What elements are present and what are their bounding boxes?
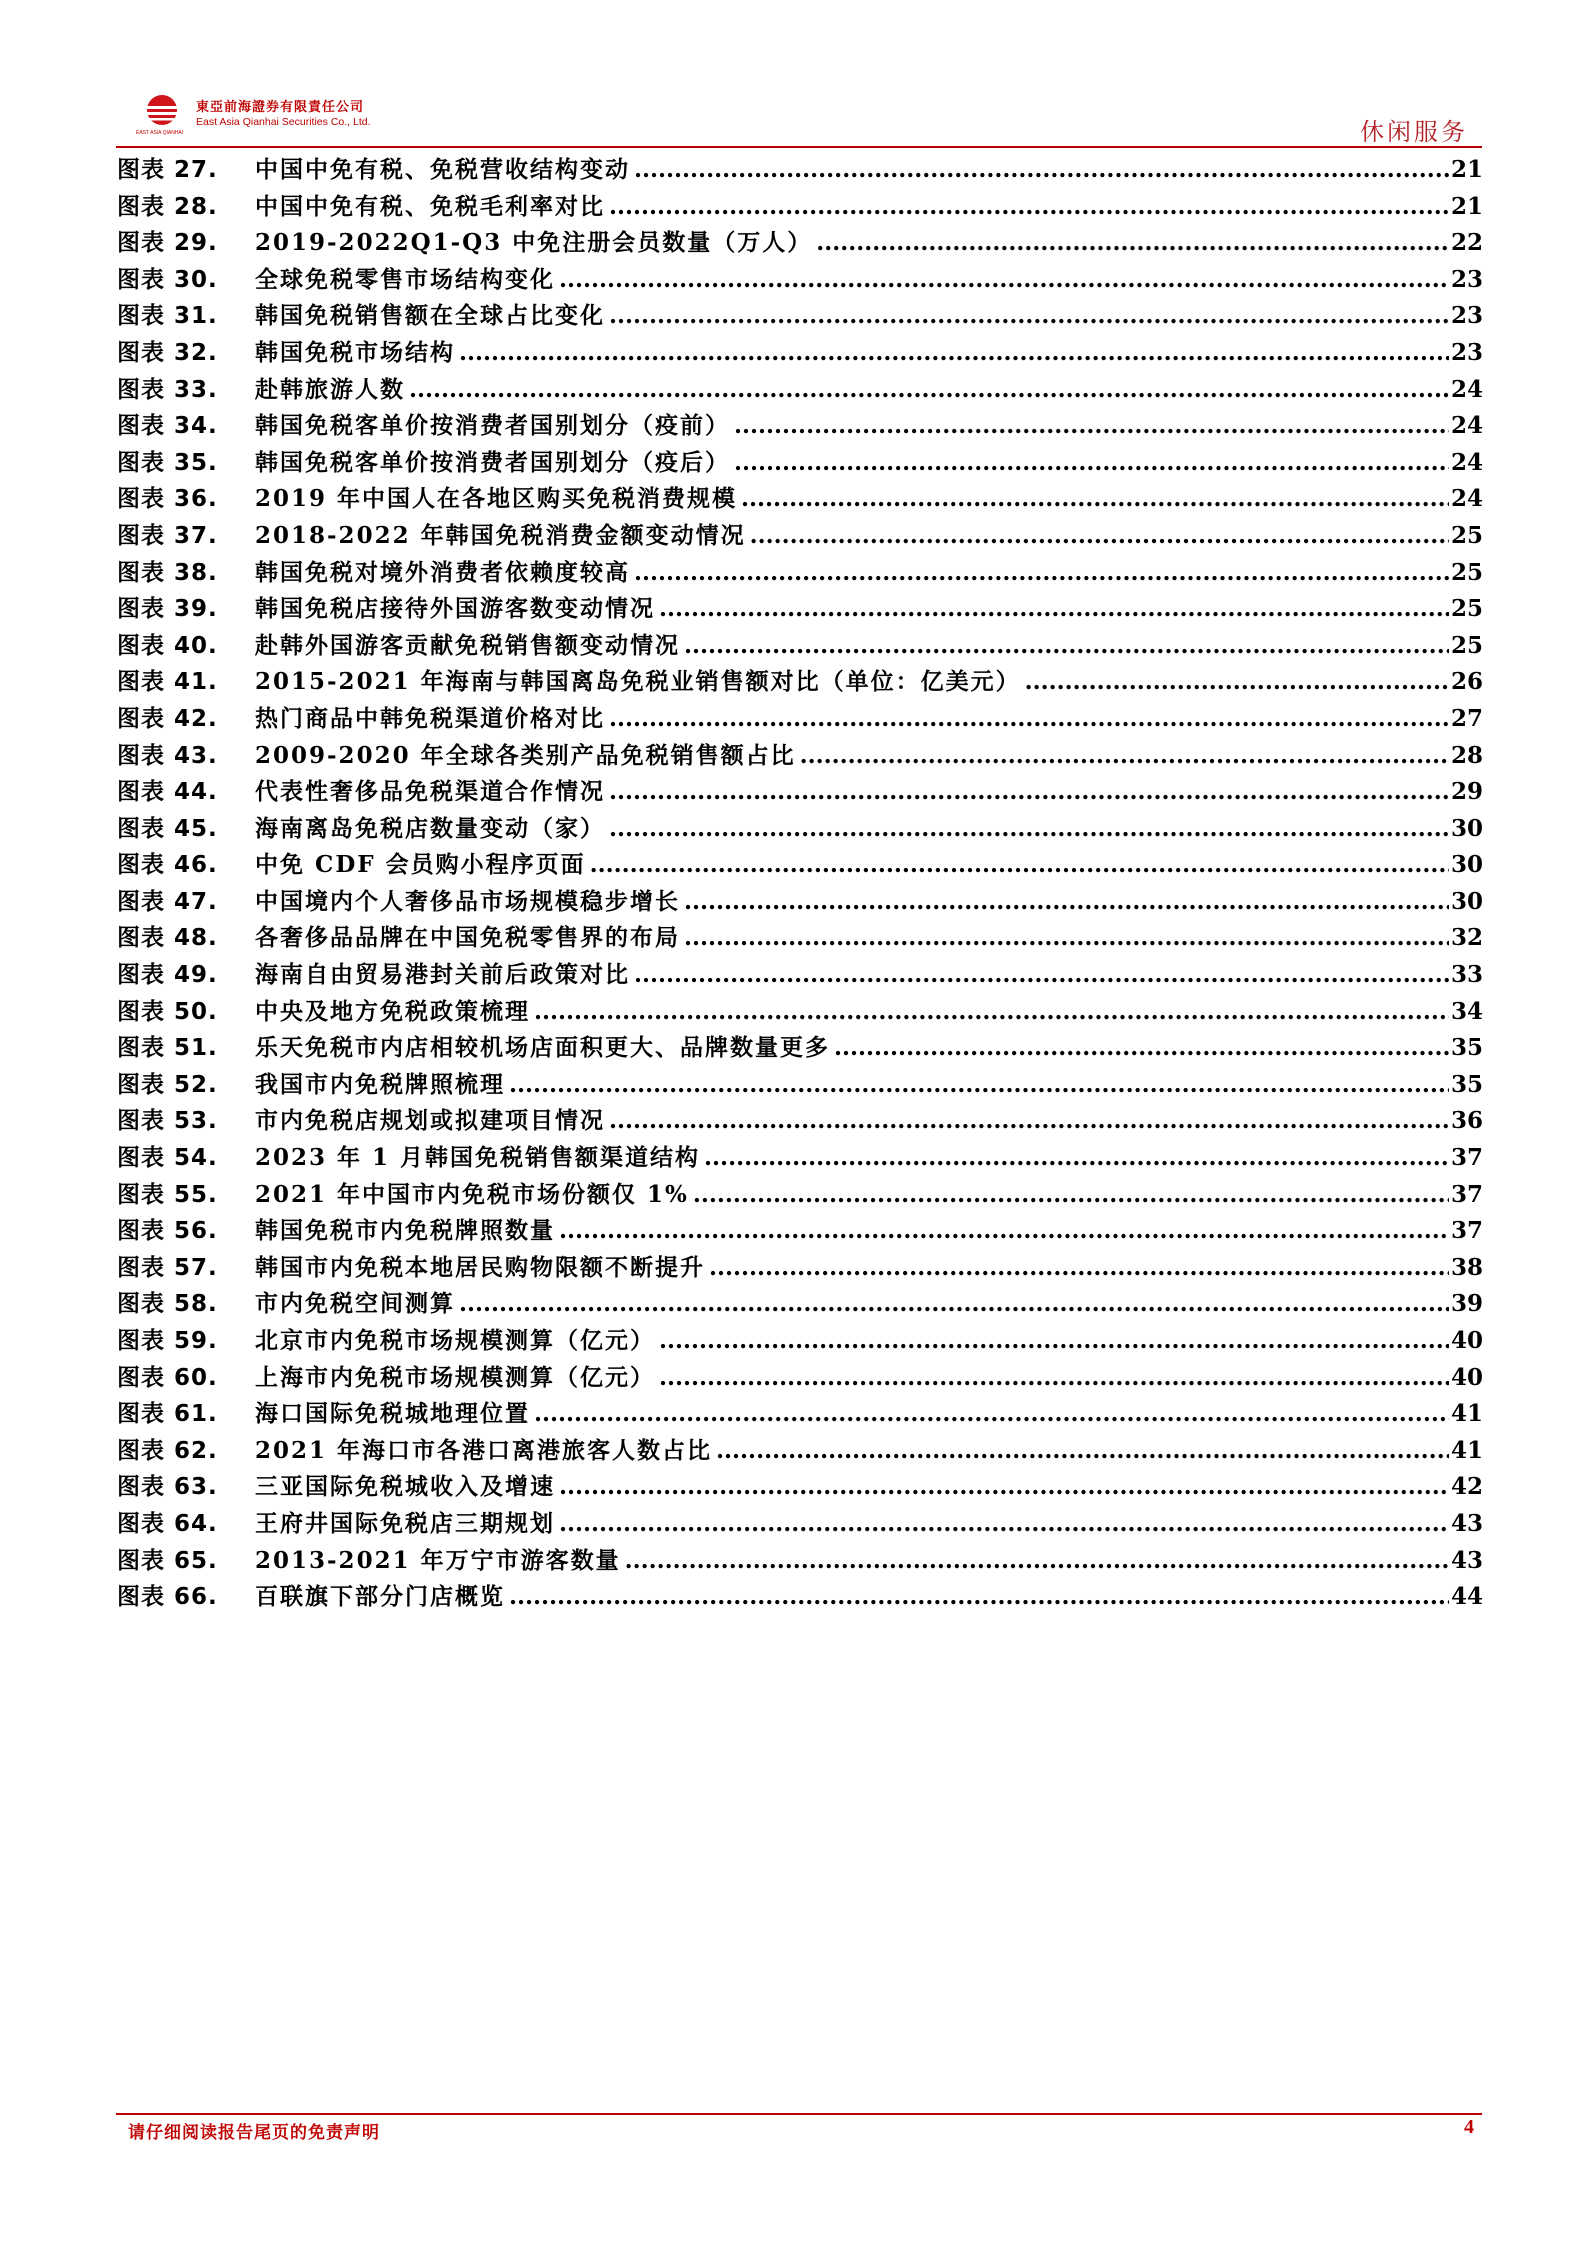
toc-entry-title[interactable]: 韩国免税销售额在全球占比变化 (255, 298, 609, 335)
toc-entry-page[interactable]: 24 (1450, 375, 1483, 403)
toc-entry-label: 图表 30. (117, 266, 218, 293)
toc-entry-page[interactable]: 21 (1450, 156, 1483, 183)
toc-entry-label: 图表 49. (117, 962, 218, 989)
toc-entry[interactable] (117, 555, 1483, 592)
toc-leader-dots (634, 957, 1449, 994)
toc-entry-title[interactable]: 韩国免税市内免税牌照数量 (255, 1213, 559, 1250)
toc-entry-title[interactable]: 中国中免有税、免税营收结构变动 (255, 152, 634, 189)
toc-entry-title[interactable]: 上海市内免税市场规模测算（亿元） (255, 1360, 659, 1397)
toc-entry-label: 图表 31. (117, 303, 218, 330)
toc-entry-page[interactable]: 37 (1450, 1217, 1483, 1245)
toc-entry-title[interactable]: 王府井国际免税店三期规划 (255, 1506, 559, 1543)
toc-entry-page[interactable]: 40 (1450, 1363, 1483, 1391)
company-logo-icon (136, 92, 188, 132)
toc-entry[interactable] (117, 1030, 1483, 1067)
toc-entry-title[interactable]: 代表性奢侈品免税渠道合作情况 (255, 774, 609, 811)
toc-entry-page[interactable]: 26 (1450, 668, 1483, 696)
toc-entry[interactable] (117, 811, 1483, 848)
toc-leader-dots (634, 555, 1449, 592)
toc-entry-title[interactable]: 2013-2021 年万宁市游客数量 (255, 1543, 625, 1580)
toc-entry-title[interactable]: 韩国免税客单价按消费者国别划分（疫前） (255, 408, 734, 445)
toc-leader-dots (750, 518, 1449, 555)
toc-leader-dots (409, 372, 1449, 409)
toc-entry-page[interactable]: 30 (1450, 887, 1483, 915)
toc-entry-page[interactable]: 25 (1450, 558, 1483, 586)
page-number: 4 (1464, 2116, 1474, 2138)
toc-entry-page[interactable]: 24 (1450, 448, 1483, 476)
toc-entry-page[interactable]: 44 (1450, 1583, 1483, 1611)
toc-entry-label: 图表 37. (117, 522, 218, 549)
company-name-en: East Asia Qianhai Securities Co., Ltd. (196, 116, 371, 128)
toc-entry-page[interactable]: 23 (1450, 302, 1483, 330)
toc-leader-dots (459, 1286, 1449, 1323)
toc-entry-page[interactable]: 35 (1450, 1070, 1483, 1098)
toc-entry-label: 图表 29. (117, 230, 218, 257)
toc-entry-label: 图表 65. (117, 1547, 218, 1574)
toc-leader-dots (559, 1506, 1449, 1543)
toc-entry-label: 图表 56. (117, 1218, 218, 1245)
toc-entry-title[interactable]: 中免 CDF 会员购小程序页面 (255, 847, 590, 884)
toc-entry-label: 图表 47. (117, 888, 218, 915)
toc-entry-page[interactable]: 40 (1450, 1327, 1483, 1354)
toc-entry-label: 图表 62. (117, 1437, 218, 1464)
toc-leader-dots (509, 1067, 1449, 1104)
toc-entry[interactable] (117, 445, 1483, 482)
toc-entry-page[interactable]: 24 (1450, 412, 1483, 440)
toc-entry-page[interactable]: 22 (1450, 229, 1483, 257)
toc-entry-label: 图表 35. (117, 449, 218, 476)
toc-entry[interactable] (117, 1286, 1483, 1323)
logo-small-text: EAST ASIA QIANHAI (136, 130, 184, 136)
toc-leader-dots (634, 152, 1449, 189)
toc-entry-label: 图表 66. (117, 1584, 218, 1611)
toc-entry-label: 图表 54. (117, 1145, 218, 1172)
toc-entry-page[interactable]: 36 (1450, 1107, 1483, 1135)
toc-entry-title[interactable]: 全球免税零售市场结构变化 (255, 262, 559, 299)
toc-leader-dots (459, 335, 1449, 372)
toc-entry-page[interactable]: 23 (1450, 265, 1483, 293)
toc-entry-label: 图表 50. (117, 998, 218, 1025)
toc-entry-title[interactable]: 中国境内个人奢侈品市场规模稳步增长 (255, 884, 684, 921)
company-name-cn: 東亞前海證券有限責任公司 (196, 100, 365, 115)
toc-entry-label: 图表 48. (117, 925, 218, 952)
toc-entry-label: 图表 45. (117, 815, 218, 842)
toc-leader-dots (590, 847, 1449, 884)
toc-entry-page[interactable]: 25 (1450, 631, 1483, 659)
toc-entry-page[interactable]: 27 (1450, 704, 1483, 732)
toc-entry[interactable] (117, 225, 1483, 262)
toc-entry-title[interactable]: 赴韩外国游客贡献免税销售额变动情况 (255, 628, 684, 665)
toc-entry-title[interactable]: 韩国免税客单价按消费者国别划分（疫后） (255, 445, 734, 482)
toc-entry-title[interactable]: 市内免税空间测算 (255, 1286, 459, 1323)
toc-entry[interactable] (117, 1396, 1483, 1433)
toc-entry-title[interactable]: 热门商品中韩免税渠道价格对比 (255, 701, 609, 738)
toc-entry-page[interactable]: 43 (1450, 1546, 1483, 1574)
toc-entry-page[interactable]: 41 (1450, 1400, 1483, 1428)
toc-entry-page[interactable]: 29 (1450, 778, 1483, 806)
toc-entry-label: 图表 36. (117, 486, 218, 513)
toc-entry-title[interactable]: 赴韩旅游人数 (255, 372, 409, 409)
toc-entry[interactable] (117, 335, 1483, 372)
toc-leader-dots (716, 1433, 1449, 1470)
toc-entry-label: 图表 60. (117, 1364, 218, 1391)
figure-index (117, 152, 1483, 1616)
toc-leader-dots (659, 1323, 1449, 1360)
toc-entry-title[interactable]: 2009-2020 年全球各类别产品免税销售额占比 (255, 738, 800, 775)
toc-entry[interactable] (117, 1543, 1483, 1580)
toc-entry-title[interactable]: 2021 年海口市各港口离港旅客人数占比 (255, 1433, 716, 1470)
toc-entry-title[interactable]: 我国市内免税牌照梳理 (255, 1067, 509, 1104)
toc-entry-page[interactable]: 30 (1450, 851, 1483, 879)
toc-leader-dots (741, 481, 1449, 518)
toc-entry[interactable] (117, 774, 1483, 811)
toc-entry[interactable] (117, 1360, 1483, 1397)
toc-entry[interactable] (117, 1250, 1483, 1287)
toc-entry-page[interactable]: 38 (1450, 1253, 1483, 1281)
toc-entry-label: 图表 58. (117, 1291, 218, 1318)
toc-leader-dots (559, 1469, 1449, 1506)
toc-leader-dots (659, 1360, 1449, 1397)
toc-entry-page[interactable]: 41 (1450, 1436, 1483, 1464)
toc-entry-page[interactable]: 43 (1450, 1509, 1483, 1537)
footer-divider (116, 2113, 1482, 2115)
toc-leader-dots (534, 994, 1449, 1031)
toc-entry-title[interactable]: 海南自由贸易港封关前后政策对比 (255, 957, 634, 994)
toc-entry-label: 图表 34. (117, 413, 218, 440)
toc-leader-dots (559, 262, 1449, 299)
toc-entry-title[interactable]: 2019 年中国人在各地区购买免税消费规模 (255, 481, 741, 518)
toc-leader-dots (734, 445, 1449, 482)
toc-entry-page[interactable]: 42 (1450, 1473, 1483, 1501)
toc-entry-title[interactable]: 2021 年中国市内免税市场份额仅 1% (255, 1177, 693, 1214)
toc-entry-label: 图表 40. (117, 632, 218, 659)
toc-entry-label: 图表 51. (117, 1035, 218, 1062)
toc-leader-dots (684, 628, 1449, 665)
toc-entry-page[interactable]: 24 (1450, 485, 1483, 513)
toc-entry-page[interactable]: 30 (1450, 814, 1483, 842)
toc-entry[interactable] (117, 994, 1483, 1031)
toc-entry[interactable] (117, 1323, 1483, 1360)
toc-entry-title[interactable]: 2018-2022 年韩国免税消费金额变动情况 (255, 518, 750, 555)
toc-entry-label: 图表 43. (117, 742, 218, 769)
toc-entry-page[interactable]: 39 (1450, 1290, 1483, 1318)
toc-entry-title[interactable]: 北京市内免税市场规模测算（亿元） (255, 1323, 659, 1360)
toc-entry-title[interactable]: 中央及地方免税政策梳理 (255, 994, 534, 1031)
toc-entry-title[interactable]: 乐天免税市内店相较机场店面积更大、品牌数量更多 (255, 1030, 834, 1067)
toc-entry-title[interactable]: 韩国市内免税本地居民购物限额不断提升 (255, 1250, 709, 1287)
toc-entry[interactable] (117, 481, 1483, 518)
toc-leader-dots (534, 1396, 1449, 1433)
toc-leader-dots (609, 774, 1449, 811)
toc-entry-title[interactable]: 百联旗下部分门店概览 (255, 1579, 509, 1616)
toc-entry[interactable] (117, 884, 1483, 921)
toc-entry-title[interactable]: 海南离岛免税店数量变动（家） (255, 811, 609, 848)
toc-entry-page[interactable]: 23 (1450, 338, 1483, 366)
toc-entry-label: 图表 46. (117, 852, 218, 879)
toc-entry-label: 图表 28. (117, 193, 218, 220)
toc-entry-title[interactable]: 2023 年 1 月韩国免税销售额渠道结构 (255, 1140, 704, 1177)
toc-entry[interactable] (117, 1469, 1483, 1506)
toc-entry-label: 图表 41. (117, 669, 218, 696)
toc-entry-title[interactable]: 海口国际免税城地理位置 (255, 1396, 534, 1433)
toc-entry[interactable] (117, 262, 1483, 299)
toc-entry-title[interactable]: 韩国免税市场结构 (255, 335, 459, 372)
toc-entry-label: 图表 38. (117, 559, 218, 586)
toc-entry[interactable] (117, 957, 1483, 994)
toc-leader-dots (609, 1103, 1449, 1140)
company-logo (136, 92, 436, 142)
toc-entry[interactable] (117, 738, 1483, 775)
toc-leader-dots (609, 811, 1449, 848)
toc-entry-label: 图表 42. (117, 705, 218, 732)
toc-entry-label: 图表 32. (117, 339, 218, 366)
toc-leader-dots (734, 408, 1449, 445)
header-divider (116, 146, 1482, 148)
toc-entry-page[interactable]: 33 (1450, 961, 1483, 989)
toc-leader-dots (816, 225, 1449, 262)
toc-entry[interactable] (117, 1103, 1483, 1140)
toc-entry[interactable] (117, 628, 1483, 665)
toc-entry-page[interactable]: 25 (1450, 521, 1483, 549)
toc-entry-page[interactable]: 34 (1450, 997, 1483, 1025)
disclaimer-notice: 请仔细阅读报告尾页的免责声明 (128, 2123, 380, 2143)
toc-entry[interactable] (117, 1067, 1483, 1104)
toc-entry[interactable] (117, 1140, 1483, 1177)
toc-entry-label: 图表 64. (117, 1510, 218, 1537)
sector-label: 休闲服务 (1360, 118, 1468, 146)
toc-entry-title[interactable]: 中国中免有税、免税毛利率对比 (255, 189, 609, 226)
toc-leader-dots (659, 591, 1449, 628)
toc-entry[interactable] (117, 1177, 1483, 1214)
toc-entry[interactable] (117, 920, 1483, 957)
toc-entry-title[interactable]: 三亚国际免税城收入及增速 (255, 1469, 559, 1506)
toc-leader-dots (1025, 664, 1449, 701)
toc-leader-dots (693, 1177, 1449, 1214)
toc-entry-page[interactable]: 32 (1450, 924, 1483, 952)
toc-leader-dots (625, 1543, 1449, 1580)
toc-entry[interactable] (117, 591, 1483, 628)
toc-entry-page[interactable]: 35 (1450, 1034, 1483, 1062)
toc-entry[interactable] (117, 298, 1483, 335)
toc-leader-dots (834, 1030, 1449, 1067)
toc-entry[interactable] (117, 1506, 1483, 1543)
toc-entry-page[interactable]: 21 (1450, 192, 1483, 220)
toc-entry[interactable] (117, 518, 1483, 555)
toc-entry-title[interactable]: 韩国免税对境外消费者依赖度较高 (255, 555, 634, 592)
toc-entry[interactable] (117, 1433, 1483, 1470)
toc-entry[interactable] (117, 189, 1483, 226)
toc-entry-title[interactable]: 各奢侈品品牌在中国免税零售界的布局 (255, 920, 684, 957)
toc-entry[interactable] (117, 847, 1483, 884)
toc-entry-title[interactable]: 2015-2021 年海南与韩国离岛免税业销售额对比（单位：亿美元） (255, 664, 1025, 701)
toc-leader-dots (609, 189, 1449, 226)
toc-entry-label: 图表 33. (117, 376, 218, 403)
toc-entry[interactable] (117, 372, 1483, 409)
toc-entry-label: 图表 59. (117, 1328, 218, 1354)
toc-entry-page[interactable]: 37 (1450, 1180, 1483, 1208)
toc-leader-dots (684, 884, 1449, 921)
toc-leader-dots (684, 920, 1449, 957)
toc-entry-page[interactable]: 28 (1450, 741, 1483, 769)
toc-entry-label: 图表 44. (117, 779, 218, 806)
toc-entry[interactable] (117, 701, 1483, 738)
page-header (116, 92, 1482, 150)
toc-entry-label: 图表 61. (117, 1401, 218, 1428)
toc-entry-label: 图表 57. (117, 1254, 218, 1281)
toc-entry-label: 图表 39. (117, 596, 218, 623)
toc-entry[interactable] (117, 1579, 1483, 1616)
toc-entry-page[interactable]: 37 (1450, 1144, 1483, 1172)
toc-entry-label: 图表 52. (117, 1071, 218, 1098)
toc-entry-label: 图表 55. (117, 1181, 218, 1208)
toc-entry-label: 图表 63. (117, 1474, 218, 1501)
toc-entry-title[interactable]: 2019-2022Q1-Q3 中免注册会员数量（万人） (255, 225, 816, 262)
toc-entry-page[interactable]: 25 (1450, 595, 1483, 623)
toc-entry-label: 图表 27. (117, 157, 218, 183)
toc-entry[interactable] (117, 152, 1483, 189)
toc-entry[interactable] (117, 664, 1483, 701)
toc-leader-dots (559, 1213, 1449, 1250)
toc-entry-label: 图表 53. (117, 1108, 218, 1135)
toc-entry[interactable] (117, 1213, 1483, 1250)
toc-leader-dots (609, 298, 1449, 335)
toc-entry-title[interactable]: 韩国免税店接待外国游客数变动情况 (255, 591, 659, 628)
toc-leader-dots (509, 1579, 1449, 1616)
toc-leader-dots (709, 1250, 1449, 1287)
toc-leader-dots (800, 738, 1449, 775)
toc-entry[interactable] (117, 408, 1483, 445)
toc-entry-title[interactable]: 市内免税店规划或拟建项目情况 (255, 1103, 609, 1140)
toc-leader-dots (704, 1140, 1449, 1177)
toc-leader-dots (609, 701, 1449, 738)
